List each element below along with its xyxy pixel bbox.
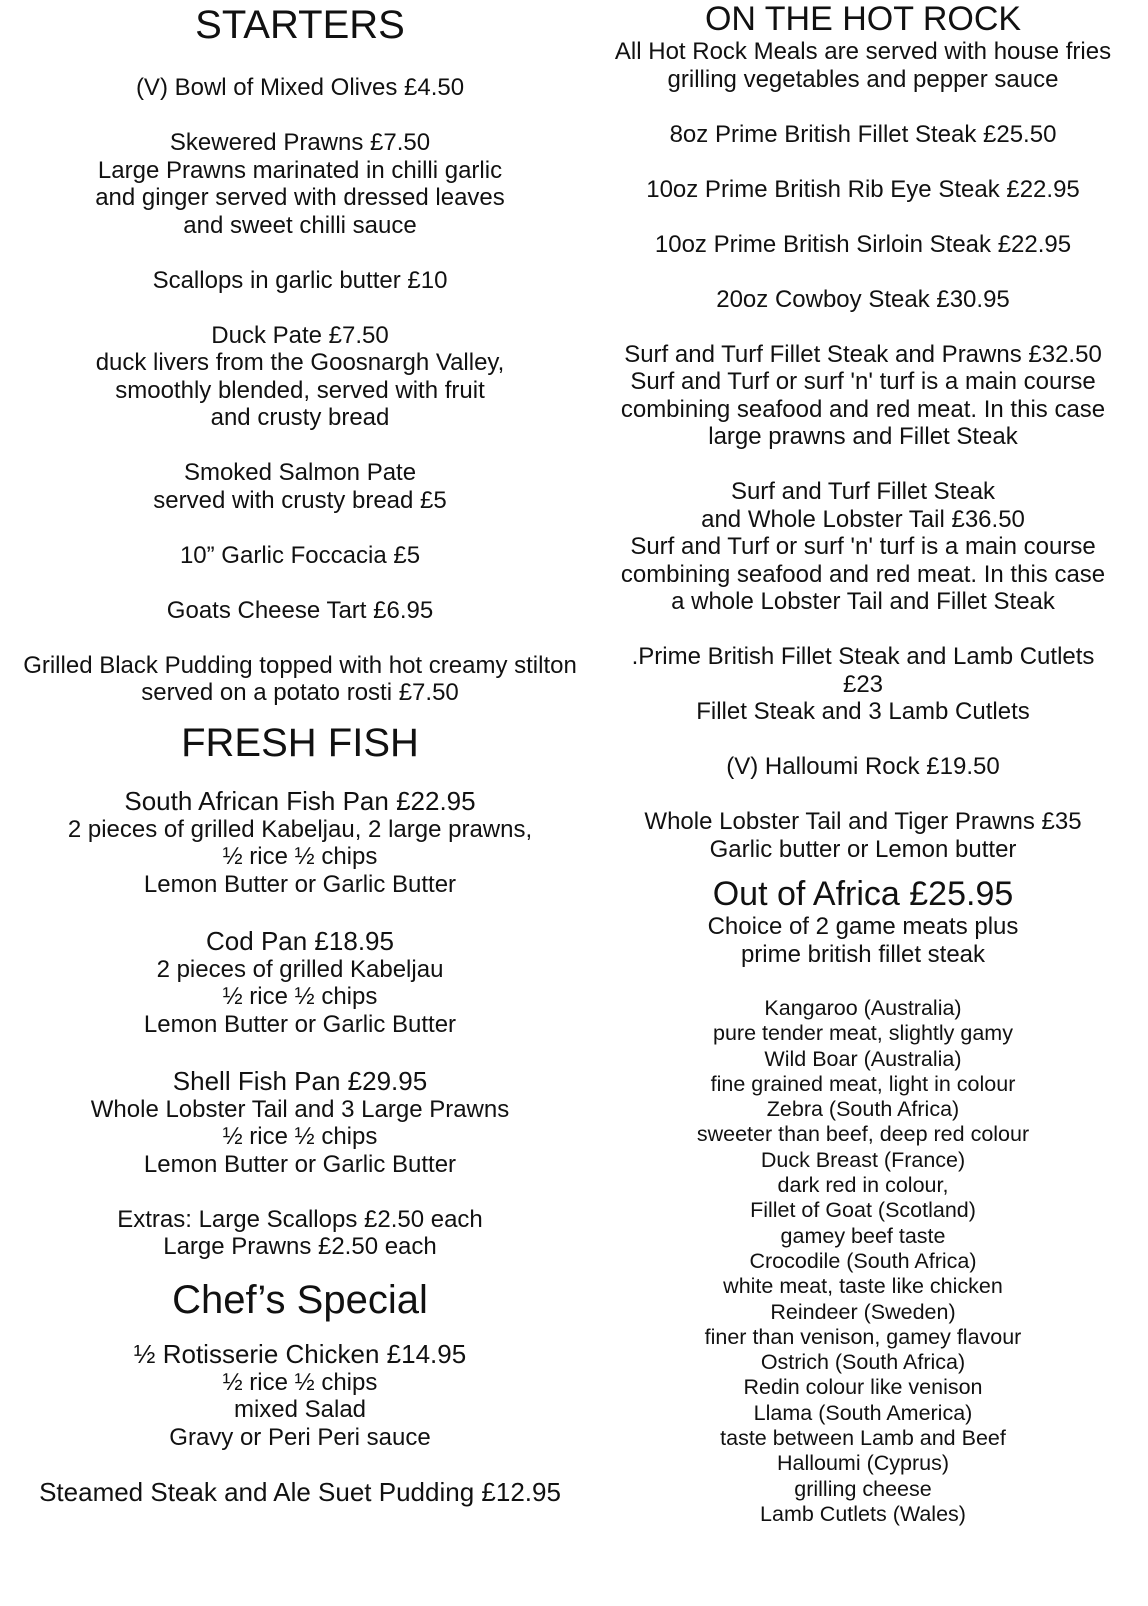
menu-item: Skewered Prawns £7.50 Large Prawns marinated in chilli garlic and ginger served with dressed leaves and sweet chilli sauce <box>95 129 505 239</box>
list-item: Lamb Cutlets (Wales) <box>760 1501 966 1526</box>
right-column <box>578 0 1148 1527</box>
list-item: finer than venison, gamey flavour <box>704 1324 1022 1349</box>
menu-item: Goats Cheese Tart £6.95 <box>166 596 434 624</box>
menu-item: 8oz Prime British Fillet Steak £25.50 <box>669 120 1057 148</box>
menu-item: Whole Lobster Tail and Tiger Prawns £35 Garlic butter or Lemon butter <box>644 808 1082 863</box>
list-item: Duck Breast (France) <box>760 1147 966 1172</box>
list-item: Reindeer (Sweden) <box>770 1299 956 1324</box>
menu-item: Scallops in garlic butter £10 <box>152 266 448 294</box>
hot-rock-intro: All Hot Rock Meals are served with house fries grilling vegetables and pepper sauce <box>614 38 1112 93</box>
list-item: Redin colour like venison <box>743 1375 983 1400</box>
list-item: Llama (South America) <box>753 1400 973 1425</box>
menu-item: (V) Bowl of Mixed Olives £4.50 <box>135 74 465 101</box>
starters-heading: STARTERS <box>195 3 405 47</box>
list-item: Ostrich (South Africa) <box>760 1350 966 1375</box>
game-meats-list <box>578 996 1148 1527</box>
list-item: Kangaroo (Australia) <box>764 996 962 1020</box>
menu-item: 20oz Cowboy Steak £30.95 <box>716 285 1010 313</box>
hot-rock-heading: ON THE HOT ROCK <box>704 0 1022 38</box>
out-of-africa-intro: Choice of 2 game meats plus prime british fillet steak <box>707 913 1019 968</box>
menu-item: ½ Rotisserie Chicken £14.95 ½ rice ½ chips mixed Salad Gravy or Peri Peri sauce <box>133 1338 467 1451</box>
menu-item: Grilled Black Pudding topped with hot creamy stilton served on a potato rosti £7.50 <box>23 651 577 706</box>
list-item: Crocodile (South Africa) <box>749 1248 977 1273</box>
menu-item: Duck Pate £7.50 duck livers from the Goosnargh Valley, smoothly blended, served with fruit and crusty bread <box>95 321 505 431</box>
list-item: pure tender meat, slightly gamy <box>713 1021 1013 1046</box>
menu-item: 10” Garlic Foccacia £5 <box>179 541 421 569</box>
list-item: Zebra (South Africa) <box>766 1097 960 1122</box>
menu-item: Steamed Steak and Ale Suet Pudding £12.95 <box>39 1477 561 1507</box>
menu-item: Smoked Salmon Pate served with crusty bread £5 <box>153 459 447 514</box>
out-of-africa-heading: Out of Africa £25.95 <box>712 875 1014 913</box>
menu-item: .Prime British Fillet Steak and Lamb Cutlets £23 Fillet Steak and 3 Lamb Cutlets <box>631 643 1095 725</box>
list-item: Halloumi (Cyprus) <box>776 1451 950 1476</box>
list-item: fine grained meat, light in colour <box>710 1071 1016 1096</box>
list-item: grilling cheese <box>794 1476 932 1501</box>
list-item: Fillet of Goat (Scotland) <box>750 1198 976 1223</box>
menu-item: 10oz Prime British Rib Eye Steak £22.95 <box>646 175 1080 203</box>
extras: Extras: Large Scallops £2.50 each Large Prawns £2.50 each <box>117 1205 483 1260</box>
menu-item: Shell Fish Pan £29.95 Whole Lobster Tail and 3 Large Prawns ½ rice ½ chips Lemon Butter or Garlic Butter <box>90 1065 510 1178</box>
menu-item: Cod Pan £18.95 2 pieces of grilled Kabeljau ½ rice ½ chips Lemon Butter or Garlic Butter <box>143 925 457 1038</box>
list-item: taste between Lamb and Beef <box>720 1426 1006 1451</box>
menu-item: Surf and Turf Fillet Steak and Prawns £32.50 Surf and Turf or surf 'n' turf is a main course combining seafood and red meat. In this case large prawns and Fillet Steak <box>620 340 1106 450</box>
chefs-special-heading: Chef’s Special <box>172 1277 428 1322</box>
list-item: sweeter than beef, deep red colour <box>696 1122 1030 1147</box>
menu-item: South African Fish Pan £22.95 2 pieces of grilled Kabeljau, 2 large prawns, ½ rice ½ chips Lemon Butter or Garlic Butter <box>67 785 533 898</box>
menu-item: Surf and Turf Fillet Steak and Whole Lobster Tail £36.50 Surf and Turf or surf 'n' turf is a main course combining seafood and red meat. In this case a whole Lobster Tail and Fillet Steak <box>620 478 1106 615</box>
left-column <box>0 0 600 1507</box>
menu-item: (V) Halloumi Rock £19.50 <box>726 753 1000 780</box>
menu-item: 10oz Prime British Sirloin Steak £22.95 <box>654 230 1072 258</box>
list-item: gamey beef taste <box>780 1223 946 1248</box>
list-item: white meat, taste like chicken <box>723 1274 1003 1299</box>
fresh-fish-heading: FRESH FISH <box>181 720 419 765</box>
list-item: dark red in colour, <box>777 1173 949 1198</box>
list-item: Wild Boar (Australia) <box>764 1046 962 1071</box>
